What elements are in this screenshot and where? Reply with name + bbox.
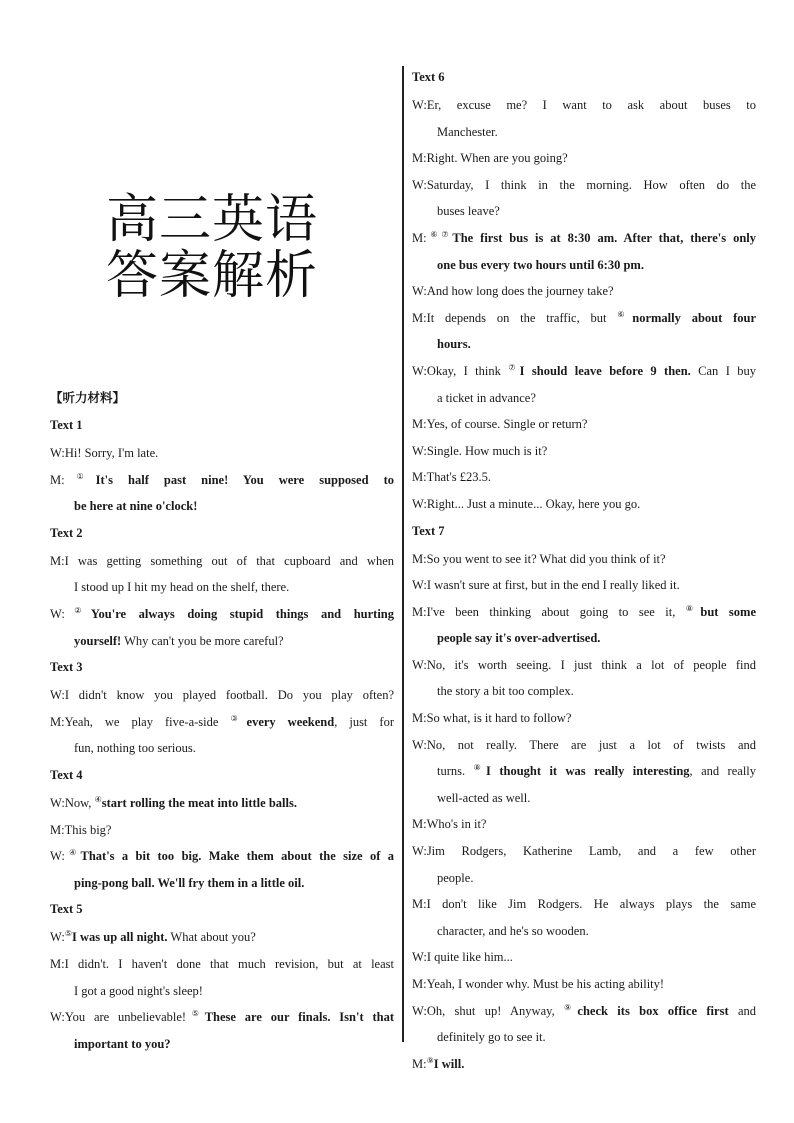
dialogue-line: M:So what, is it hard to follow? [412, 711, 572, 726]
text-6-heading: Text 6 [412, 70, 445, 84]
dialogue-line: W:Er, excuse me? I want to ask about buses to [412, 98, 756, 112]
dialogue-line: the story a bit too complex. [437, 684, 574, 699]
dialogue-line: M:I don't like Jim Rodgers. He always plays the same [412, 897, 756, 912]
dialogue-line: one bus every two hours until 6:30 pm. [437, 257, 644, 272]
dialogue-line: W:I didn't know you played football. Do you play often? [50, 688, 394, 703]
dialogue-line: W:Jim Rodgers, Katherine Lamb, and a few other [412, 844, 756, 859]
dialogue-line: W:And how long does the journey take? [412, 284, 614, 299]
dialogue-line: M:I didn't. I haven't done that much revision, but at least [50, 956, 394, 971]
dialogue-line: M:That's £23.5. [412, 470, 491, 485]
dialogue-line: I stood up I hit my head on the shelf, there. [74, 580, 290, 595]
dialogue-line: well-acted as well. [437, 790, 531, 805]
dialogue-line: W:Okay, I think ⑦I should leave before 9 then. Can I buy [412, 362, 756, 378]
dialogue-line: be here at nine o'clock! [74, 499, 198, 514]
dialogue-line: people. [437, 870, 474, 885]
dialogue-line: M:I was getting something out of that cupboard and when [50, 553, 394, 568]
dialogue-line: important to you? [74, 1036, 171, 1051]
dialogue-line: W:⑤I was up all night. What about you? [50, 929, 256, 945]
dialogue-line: I got a good night's sleep! [74, 983, 203, 998]
dialogue-line: W:Right... Just a minute... Okay, here you go. [412, 496, 641, 511]
dialogue-line: M:So you went to see it? What did you think of it? [412, 551, 666, 566]
section-header: 【听力材料】 [50, 391, 126, 405]
dialogue-line: M:⑥⑦The first bus is at 8:30 am. After that, there's only [412, 229, 756, 245]
text-3-heading: Text 3 [50, 660, 83, 675]
text-2-heading: Text 2 [50, 525, 83, 540]
dialogue-line: W:Saturday, I think in the morning. How often do the [412, 177, 756, 192]
text-7-heading: Text 7 [412, 523, 445, 538]
dialogue-line: M:Yeah, we play five-a-side ③every weekend, just for [50, 713, 394, 729]
dialogue-line: M:⑨I will. [412, 1055, 465, 1071]
dialogue-line: M:Yeah, I wonder why. Must be his acting ability! [412, 977, 665, 991]
title-line-2: 答案解析 [106, 246, 319, 306]
dialogue-line: buses leave? [437, 204, 500, 219]
dialogue-line: W:④That's a bit too big. Make them about the size of a [50, 847, 394, 864]
text-4-heading: Text 4 [50, 767, 83, 782]
dialogue-line: W:No, it's worth seeing. I just think a lot of people find [412, 657, 756, 672]
dialogue-line: W:I quite like him... [412, 950, 513, 965]
column-divider [402, 66, 404, 1042]
dialogue-line: character, and he's so wooden. [437, 923, 589, 938]
dialogue-line: M:It depends on the traffic, but ⑥normally about four [412, 309, 757, 325]
dialogue-line: W:②You're always doing stupid things and hurting [50, 605, 394, 621]
dialogue-line: W:Hi! Sorry, I'm late. [50, 446, 159, 460]
title-line-1: 高三英语 [106, 190, 319, 250]
document-title [106, 192, 346, 304]
dialogue-line: M:Who's in it? [412, 817, 487, 832]
text-1-heading: Text 1 [50, 418, 83, 432]
dialogue-line: ping-pong ball. We'll fry them in a little oil. [74, 875, 305, 890]
dialogue-line: M:Right. When are you going? [412, 151, 568, 166]
dialogue-line: W:No, not really. There are just a lot of twists and [412, 737, 756, 752]
dialogue-line: hours. [437, 337, 471, 352]
dialogue-line: W:You are unbelievable!⑤These are our finals. Isn't that [50, 1008, 394, 1025]
dialogue-line: people say it's over-advertised. [437, 631, 601, 646]
dialogue-line: definitely go to see it. [437, 1030, 546, 1045]
dialogue-line: W:Single. How much is it? [412, 443, 548, 458]
dialogue-line: M:This big? [50, 822, 112, 837]
dialogue-line: W:Now, ④start rolling the meat into little balls. [50, 794, 297, 810]
dialogue-line: fun, nothing too serious. [74, 741, 196, 756]
right-column [412, 67, 756, 1080]
dialogue-line: W:I wasn't sure at first, but in the end I really liked it. [412, 578, 680, 593]
dialogue-line: W:Oh, shut up! Anyway, ⑨check its box office first and [412, 1002, 756, 1018]
left-column [50, 388, 394, 1060]
dialogue-line: M:I've been thinking about going to see it, ⑧but some [412, 603, 757, 619]
dialogue-line: turns. ⑧I thought it was really interesting, and really [437, 763, 757, 779]
dialogue-line: yourself! Why can't you be more careful? [74, 633, 284, 648]
dialogue-line: M:①It's half past nine! You were supposed to [50, 471, 395, 487]
dialogue-line: a ticket in advance? [437, 390, 536, 405]
dialogue-line: M:Yes, of course. Single or return? [412, 417, 588, 432]
dialogue-line: Manchester. [437, 124, 498, 139]
text-5-heading: Text 5 [50, 902, 83, 917]
